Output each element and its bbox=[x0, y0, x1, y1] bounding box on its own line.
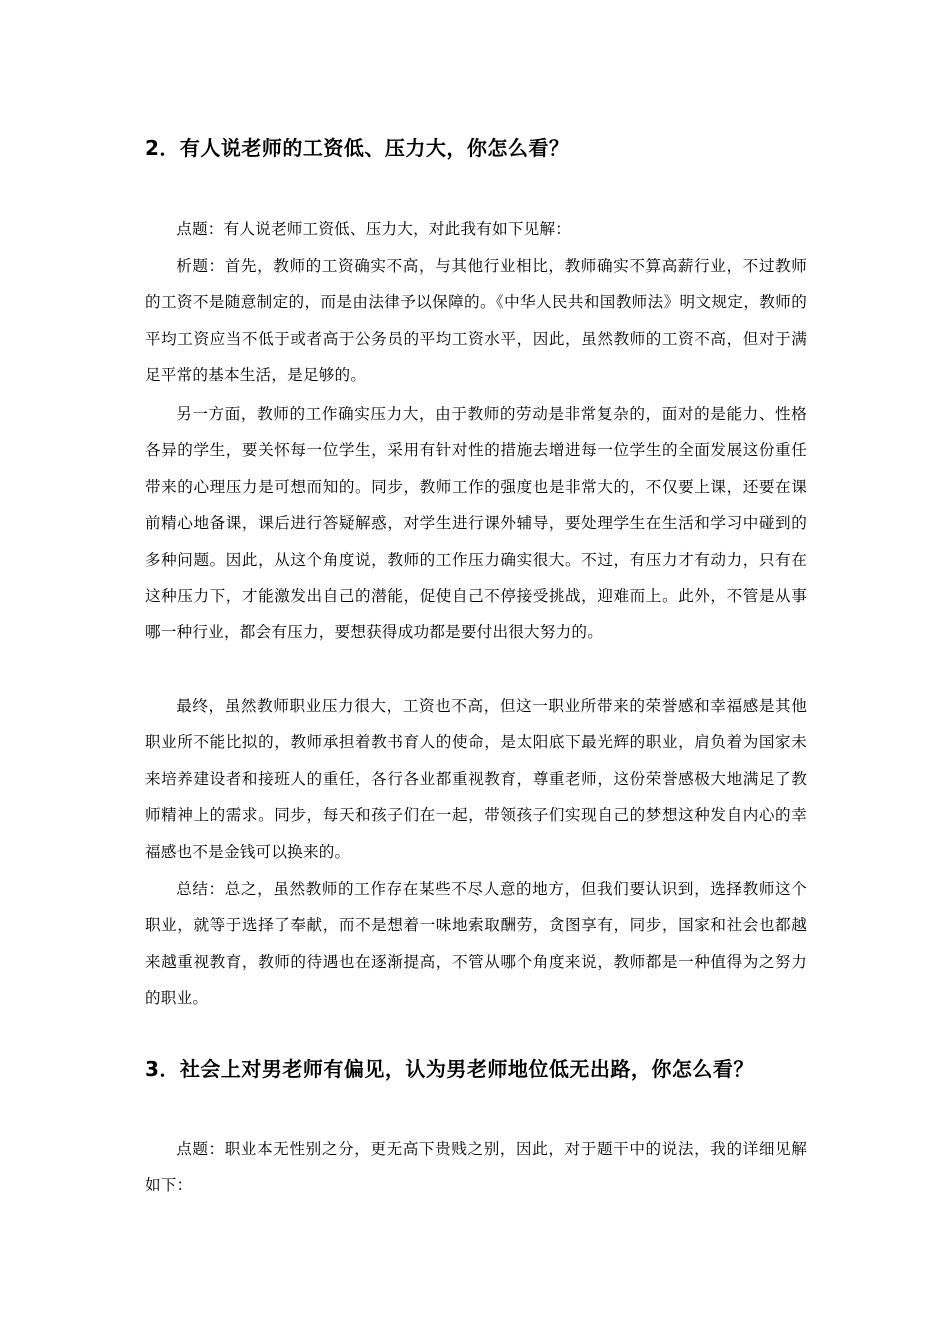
section-2-pressure-paragraph: 另一方面，教师的工作确实压力大，由于教师的劳动是非常复杂的，面对的是能力、性格各异的学生，要关怀每一位学生，采用有针对性的措施去增进每一位学生的全面发展这份重任带来的心理压力是可想而知的。同步，教师工作的强度也是非常大的，不仅要上课，还要在课前精心地备课，课后进行答疑解惑，对学生进行课外辅导，要处理学生在生活和学习中碰到的多种问题。因此，从这个角度说，教师的工作压力确实很大。不过，有压力才有动力，只有在这种压力下，才能激发出自己的潜能，促使自己不停接受挑战，迎难而上。此外，不管是从事哪一种行业，都会有压力，要想获得成功都是要付出很大努力的。 bbox=[145, 405, 807, 642]
section-2-heading: 2．有人说老师的工资低、压力大，你怎么看？ bbox=[145, 136, 570, 160]
section-3-heading: 3．社会上对男老师有偏见，认为男老师地位低无出路，你怎么看？ bbox=[145, 1057, 754, 1081]
section-2-analysis-paragraph: 析题：首先，教师的工资确实不高，与其他行业相比，教师确实不算高薪行业，不过教师的工资不是随意制定的，而是由法律予以保障的。《中华人民共和国教师法》明文规定，教师的平均工资应当不低于或者高于公务员的平均工资水平，因此，虽然教师的工资不高，但对于满足平常的基本生活，是足够的。 bbox=[145, 257, 807, 385]
section-2-honor-paragraph: 最终，虽然教师职业压力很大，工资也不高，但这一职业所带来的荣誉感和幸福感是其他职业所不能比拟的，教师承担着教书育人的使命，是太阳底下最光辉的职业，肩负着为国家未来培养建设者和接班人的重任，各行各业都重视教育，尊重老师，这份荣誉感极大地满足了教师精神上的需求。同步，每天和孩子们在一起，带领孩子们实现自己的梦想这种发自内心的幸福感也不是金钱可以换来的。 bbox=[145, 697, 807, 861]
section-2-intro-paragraph: 点题：有人说老师工资低、压力大，对此我有如下见解： bbox=[176, 220, 572, 238]
section-3-intro-paragraph: 点题：职业本无性别之分，更无高下贵贱之别，因此，对于题干中的说法，我的详细见解如下： bbox=[145, 1140, 807, 1195]
section-2-summary-paragraph: 总结：总之，虽然教师的工作存在某些不尽人意的地方，但我们要认识到，选择教师这个职业，就等于选择了奉献，而不是想着一味地索取酬劳，贪图享有，同步，国家和社会也都越来越重视教育，教师的待遇也在逐渐提高，不管从哪个角度来说，教师都是一种值得为之努力的职业。 bbox=[145, 880, 807, 1008]
